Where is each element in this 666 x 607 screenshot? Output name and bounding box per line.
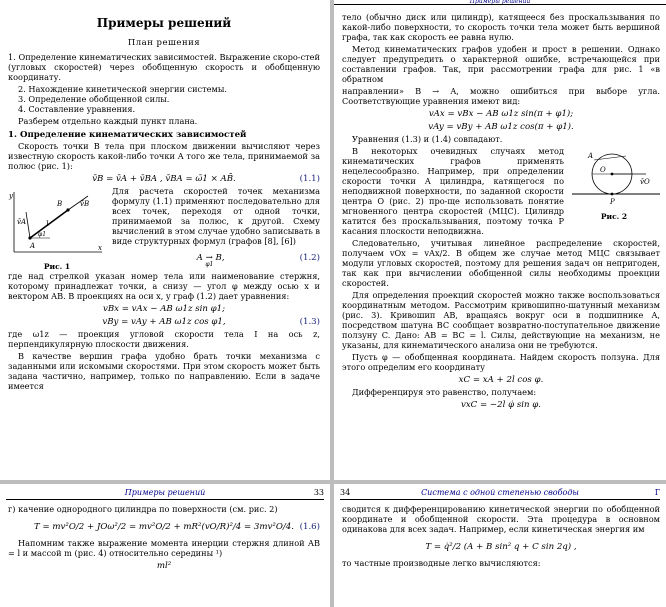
equation-1-6: T = mv²O/2 + JOω²/2 = mv²O/2 + mR²(vO/R)²/4 = 3mv²O/4. (1.6) [8,516,320,538]
paragraph: г) качение однородного цилиндра по поверхности (см. рис. 2) [8,504,278,514]
fig2-label-p: P [610,198,615,206]
paragraph: В некоторых очевидных случаях метод кинематических графов применять нецелесообразно. Например, при определении скорости точки A цилиндра, катящегося по неподвижной поверхности, по заданной скорости центра O (рис. 2) про-ще использовать понятие мгновенного центра скоростей (МЦС). Цилиндр катится без проскальзывания, поэтому точка P касания плоскости неподвижна. [342,146,564,236]
plan-note: Разберем отдельно каждый пункт плана. [18,116,198,126]
paragraph: направлении» B → A, можно ошибиться при выборе угла. Соответствующие уравнения имеют вид: [342,86,660,106]
paragraph: Скорость точки B тела при плоском движении вычисляют через известную скорость какой-либо точки A того же тела, принимаемой за полюс (рис. 1): [8,141,320,171]
paragraph: Следовательно, учитывая линейное распределение скоростей, получаем vOx = vAx/2. В общем же случае метод МЦС связывает модули угловых скоростей, поэтому для решения задач он непригоден, так как при вычислении обобщенной силы необходимы проекции скоростей. [342,238,660,288]
paragraph: Для расчета скоростей точек механизма формулу (1.1) применяют последовательно для всех точек, переходя от одной точки, принимаемой за полюс, к другой. Схему вычислений в этом случае удобно записывать в виде структурных формул (графов [8], [6]) [112,186,320,246]
equation-1-4a: vAx = vBx − AB ω1z sin(π + φ1); [428,109,574,119]
figure-1 [8,186,106,271]
running-header-title: Система с одной степенью свободы [421,488,579,497]
paragraph: то частные производные легко вычисляются: [342,558,541,568]
paragraph: В качестве вершин графа удобно брать точки механизма с заданными или искомыми скоростями. При этом скорость может быть задана частично, например, только по направлению. Если в задаче имеется [8,351,320,391]
paragraph: сводится к дифференцированию кинетической энергии по обобщенной координате и обобщенной скорости. Эта процедура в основном одинакова для всех задач. Например, если кинетическая энергия им [342,504,660,534]
paragraph: Метод кинематических графов удобен и прост в решении. Однако следует предупредить о характерной ошибке, встречающейся при составлении графов. Так, при рассмотрении графа для рис. 1 «в обратном [342,44,660,84]
running-header [340,487,660,500]
paragraph: тело (обычно диск или цилиндр), катящееся без проскальзывания по какой-либо поверхности, то скорость точки тела может быть вершиной графа, так как скорость ее равна нулю. [342,12,660,42]
equation-1-2: A → B, $_{\varphi 1}$ (1.2) [112,248,320,268]
equation-t: T = q̇²/2 (A + B sin² q + C sin 2q) , [425,542,577,552]
paragraph: Уравнения (1.3) и (1.4) совпадают. [352,134,503,144]
fig1-label-phi: φ1 [38,231,47,238]
paragraph: Напомним также выражение момента инерции стержня длиной AB = l и массой m (рис. 4) относительно середины ¹) [8,538,320,558]
page-34 [334,484,666,607]
fig2-label-o: O [600,166,606,174]
equation-vxc: vxC = −2l φ̇ sin φ. [460,400,541,410]
paragraph: Для определения проекций скоростей можно также воспользоваться координатным методом. Рассмотрим кривошипно-шатунный механизм (рис. 3). Кривошип AB, вращаясь вокруг оси в подшипнике A, посредством шатуна BC сообщает возвратно-поступательное движение ползуну C. Дано: AB = BC = l. Силы, действующие на механизм, не указаны, для кинематического анализа они не требуются. [342,290,660,350]
figure-1-caption: Рис. 1 [43,262,71,271]
equation-number: (1.6) [299,522,320,532]
figure-1-diagram [8,186,106,258]
equation-xc: xC = xA + 2l cos φ. [458,375,544,385]
figure-2-diagram [568,146,660,208]
equation-number: (1.2) [299,253,320,263]
paragraph: Дифференцируя это равенство, получаем: [352,387,537,397]
fig1-label-y: y [9,192,13,200]
figure-2-caption: Рис. 2 [600,212,628,221]
page-33-bottom [0,484,330,607]
page-32 [0,0,330,480]
figure-2 [568,146,660,238]
fig1-label-i: I [46,220,49,228]
page-number: 33 [313,488,324,497]
fig2-label-vo: v̄O [640,178,650,186]
page-number: 34 [340,488,351,497]
equation-1-4b: vAy = vBy + AB ω1z cos(π + φ1). [428,122,574,132]
paragraph: где ω1z — проекция угловой скорости тела I на ось z, перпендикулярную плоскости движения. [8,329,320,349]
paragraph: Пусть φ — обобщенная координата. Найдем скорость ползуна. Для этого определим его координату [342,352,660,372]
paragraph: где над стрелкой указан номер тела или наименование стержня, которому принадлежат точки, а снизу — угол φ между осью x и вектором AB. В проекциях на оси x, y граф (1.2) дает уравнения: [8,271,320,301]
plan-item-1: 1. Определение кинематических зависимостей. Выражение скоро-стей (угловых скоростей) через обобщенную скорость и обобщенную координату. [8,52,320,82]
fig2-label-a: A [588,152,594,160]
plan-item-3: 3. Определение обобщенной силы. [18,94,170,104]
fig1-label-x: x [98,244,102,252]
plan-item-2: 2. Нахождение кинетической энергии системы. [18,84,228,94]
fig1-label-a: A [30,242,36,250]
equation-1-1: v̄B = v̄A + v̄BA , v̄BA = ω̄1 × AB̄. (1.1) [92,174,320,184]
page-33 [334,0,666,480]
equation-1-3a: vBx = vAx − AB ω1z sin φ1; [102,304,226,314]
fig1-label-vb: v̄B [80,200,90,208]
equation-1-3b: vBy = vAy + AB ω1z cos φ1, (1.3) [102,317,320,327]
fig1-label-va: v̄A [17,218,27,226]
equation-fragment: ml² [156,561,172,571]
plan-item-4: 4. Составление уравнения. [18,104,136,114]
running-header-fragment: Г [654,488,660,497]
fig1-label-b: B [57,200,63,208]
plan-heading: План решения [127,38,201,48]
equation-subscript: φ1 [205,261,214,268]
running-header-title: Примеры решений [124,488,206,497]
section-heading-1: 1. Определение кинематических зависимостей [8,130,247,140]
equation-number: (1.3) [299,317,320,327]
running-header [6,487,324,500]
page-title: Примеры решений [96,16,232,30]
equation-number: (1.1) [299,174,320,184]
running-header-fragment: Примеры решений [334,0,666,5]
